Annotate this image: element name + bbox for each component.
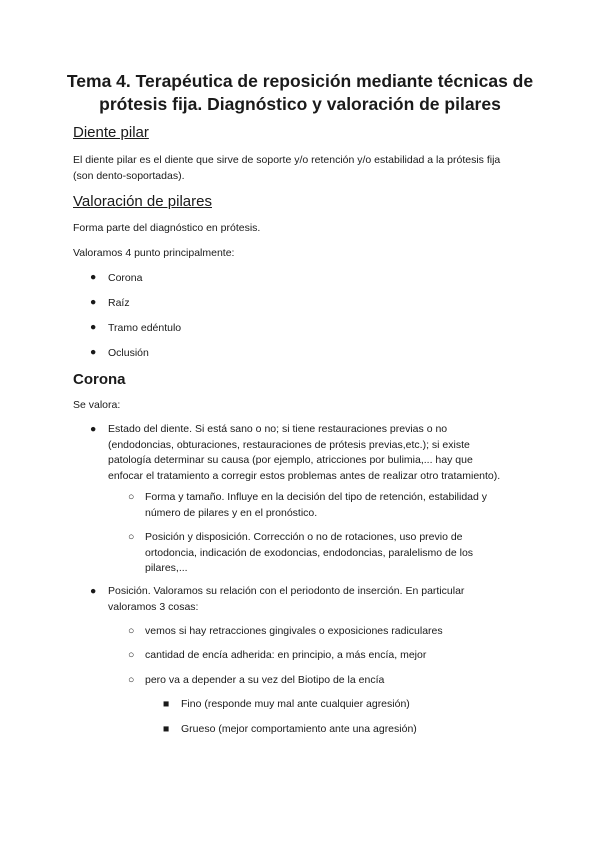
- list-item-line: patología determinar su causa (por ejemplo, atricciones por bulimia,... hay que: [108, 454, 473, 466]
- square-bullet: ■: [163, 723, 170, 735]
- list-item-line: Posición y disposición. Corrección o no de rotaciones, uso previo de: [145, 531, 463, 543]
- list-item-posicion-disposicion: [145, 530, 545, 577]
- list-item-estado: [108, 422, 548, 484]
- document-title: [60, 70, 540, 116]
- list-item-line: número de pilares y en el pronóstico.: [145, 506, 318, 519]
- list-item-grueso: Grueso (mejor comportamiento ante una agresión): [181, 723, 417, 735]
- list-item-line: valoramos 3 cosas:: [108, 600, 199, 613]
- circle-bullet: ○: [128, 674, 135, 686]
- list-item-encia-adherida: cantidad de encía adherida: en principio, a más encía, mejor: [145, 649, 427, 661]
- list-item-line: Posición. Valoramos su relación con el periodonto de inserción. En particular: [108, 585, 465, 597]
- list-item-retracciones: vemos si hay retracciones gingivales o exposiciones radiculares: [145, 625, 443, 637]
- list-item-line: pilares,...: [145, 562, 188, 574]
- list-item-oclusion: Oclusión: [108, 347, 149, 359]
- list-item-raiz: Raíz: [108, 297, 130, 309]
- list-item-line: Forma y tamaño. Influye en la decisión del tipo de retención, estabilidad y: [145, 491, 488, 503]
- section-heading-valoracion: Valoración de pilares: [73, 193, 212, 210]
- valoracion-paragraph-1: Forma parte del diagnóstico en prótesis.: [73, 222, 261, 234]
- corona-intro: Se valora:: [73, 399, 121, 411]
- diente-pilar-paragraph: [73, 153, 543, 184]
- title-line-2: prótesis fija. Diagnóstico y valoración de pilares: [99, 94, 501, 114]
- bullet-dot: ●: [90, 585, 97, 597]
- circle-bullet: ○: [128, 491, 135, 503]
- square-bullet: ■: [163, 698, 170, 710]
- list-item-forma: [145, 490, 545, 521]
- bullet-dot: ●: [90, 423, 97, 435]
- list-item-fino: Fino (responde muy mal ante cualquier agresión): [181, 698, 410, 710]
- list-item-line: ortodoncia, indicación de exodoncias, endodoncias, paralelismo de los: [145, 546, 474, 559]
- list-item-line: enfocar el tratamiento a corregir estos problemas antes de realizar otro tratamiento).: [108, 469, 501, 482]
- valoracion-paragraph-2: Valoramos 4 punto principalmente:: [73, 247, 235, 259]
- bullet-dot: ●: [90, 271, 97, 283]
- list-item-biotipo: pero va a depender a su vez del Biotipo de la encía: [145, 674, 385, 686]
- list-item-line: Estado del diente. Si está sano o no; si tiene restauraciones previas o no: [108, 423, 448, 435]
- bullet-dot: ●: [90, 321, 97, 333]
- circle-bullet: ○: [128, 625, 135, 637]
- section-heading-diente-pilar: Diente pilar: [73, 124, 149, 141]
- list-item-corona: Corona: [108, 272, 143, 284]
- title-line-1: Tema 4. Terapéutica de reposición mediante técnicas de: [66, 71, 534, 91]
- paragraph-line: El diente pilar es el diente que sirve de soporte y/o retención y/o estabilidad a la prótesis fija: [73, 154, 501, 166]
- circle-bullet: ○: [128, 649, 135, 661]
- circle-bullet: ○: [128, 531, 135, 543]
- list-item-line: (endodoncias, obturaciones, restauraciones de prótesis previas,etc.); si existe: [108, 438, 470, 451]
- bullet-dot: ●: [90, 346, 97, 358]
- list-item-tramo: Tramo edéntulo: [108, 322, 182, 334]
- bullet-dot: ●: [90, 296, 97, 308]
- list-item-posicion: [108, 584, 548, 615]
- paragraph-line: (son dento-soportadas).: [73, 169, 185, 182]
- section-heading-corona: Corona: [73, 371, 126, 388]
